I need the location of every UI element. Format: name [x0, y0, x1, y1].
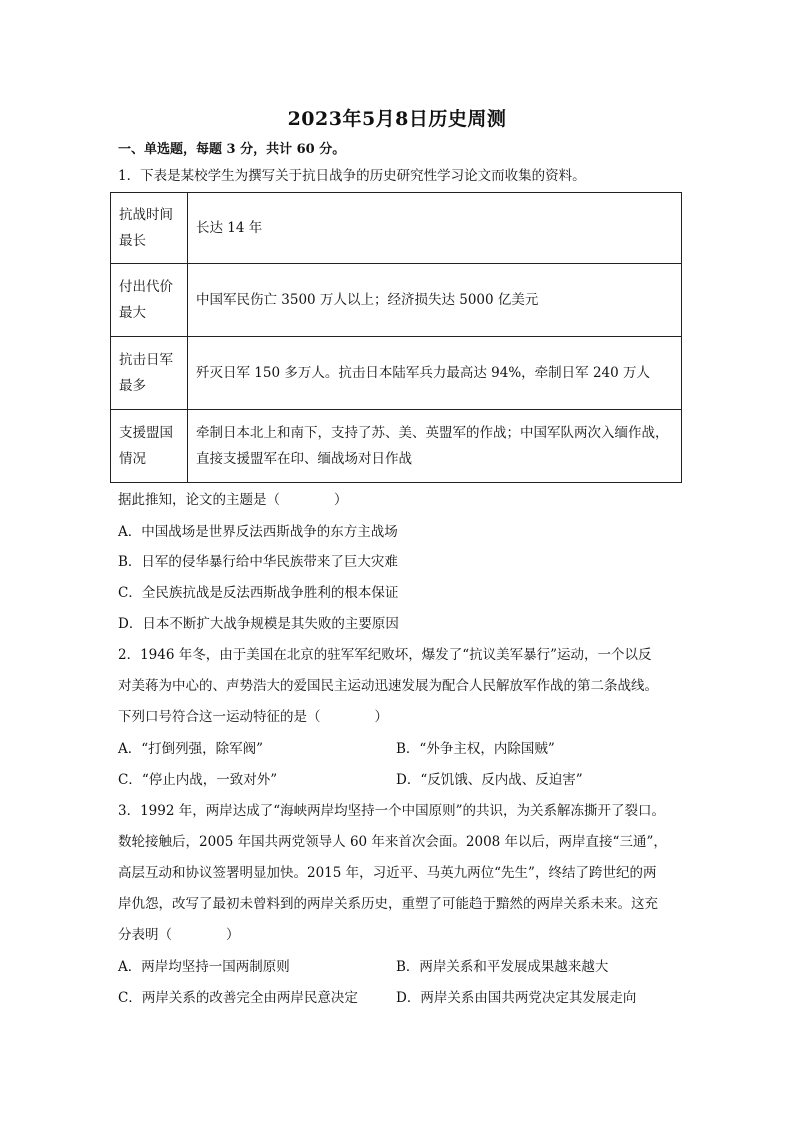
table-value-cell: [188, 193, 682, 264]
q1-option-c[interactable]: C．全民族抗战是反法西斯战争胜利的根本保证: [118, 585, 399, 601]
q3-option-c[interactable]: C．两岸关系的改善完全由两岸民意决定: [118, 990, 358, 1006]
key-line: 付出代价: [119, 279, 173, 295]
key-line: 抗战时间: [119, 207, 173, 223]
table-row: [111, 337, 682, 410]
q3-option-b[interactable]: B．两岸关系和平发展成果越来越大: [396, 959, 609, 975]
q2-option-d[interactable]: D．“反饥饿、反内战、反迫害”: [396, 772, 583, 788]
q3-option-a[interactable]: A．两岸均坚持一国两制原则: [118, 959, 290, 975]
section-heading: 一、单选题，每题 3 分，共计 60 分。: [118, 142, 346, 157]
q2-line-1: 2．1946 年冬，由于美国在北京的驻军军纪败坏，爆发了“抗议美军暴行”运动，一个以反: [118, 647, 652, 663]
q3-line-4: 岸仇怨，改写了最初未曾料到的两岸关系历史，重塑了可能趋于黯然的两岸关系未来。这充: [118, 896, 658, 912]
q1-table: [110, 192, 682, 483]
page-title: 2023年5月8日历史周测: [287, 108, 507, 130]
q1-option-a[interactable]: A．中国战场是世界反法西斯战争的东方主战场: [118, 524, 398, 540]
table-value-cell: [188, 337, 682, 410]
value-line: 中国军民伤亡 3500 万人以上；经济损失达 5000 亿美元: [196, 292, 539, 308]
table-value-cell: [188, 410, 682, 483]
key-line: 最长: [119, 233, 146, 249]
value-line: 直接支援盟军在印、缅战场对日作战: [196, 451, 412, 467]
q1-option-b[interactable]: B．日军的侵华暴行给中华民族带来了巨大灾难: [118, 554, 398, 570]
table-row: [111, 264, 682, 337]
table-key-cell: [111, 264, 188, 337]
q3-line-5: 分表明（ ）: [118, 927, 240, 943]
key-line: 最多: [119, 378, 146, 394]
q1-ask: 据此推知，论文的主题是（ ）: [118, 492, 348, 508]
q2-option-c[interactable]: C．“停止内战，一致对外”: [118, 772, 278, 788]
key-line: 抗击日军: [119, 352, 173, 368]
table-key-cell: [111, 337, 188, 410]
value-line: 牵制日本北上和南下，支持了苏、美、英盟军的作战；中国军队两次入缅作战，: [196, 425, 669, 441]
q2-option-a[interactable]: A．“打倒列强，除军阀”: [118, 741, 264, 757]
q2-option-b[interactable]: B．“外争主权，内除国贼”: [396, 741, 555, 757]
value-line: 歼灭日军 150 多万人。抗击日本陆军兵力最高达 94%，牵制日军 240 万人: [196, 365, 650, 381]
table-key-cell: [111, 410, 188, 483]
q3-line-1: 3．1992 年，两岸达成了“海峡两岸均坚持一个中国原则”的共识，为关系解冻撕开了裂口。: [118, 803, 666, 819]
key-line: 最大: [119, 305, 146, 321]
key-line: 支援盟国: [119, 425, 173, 441]
q2-line-3: 下列口号符合这一运动特征的是（ ）: [118, 709, 388, 725]
table-row: [111, 193, 682, 264]
table-value-cell: [188, 264, 682, 337]
q2-line-2: 对美蒋为中心的、声势浩大的爱国民主运动迅速发展为配合人民解放军作战的第二条战线。: [118, 678, 658, 694]
q3-line-3: 高层互动和协议签署明显加快。2015 年，习近平、马英九两位“先生”，终结了跨世纪的两: [118, 865, 657, 881]
q3-line-2: 数轮接触后，2005 年国共两党领导人 60 年来首次会面。2008 年以后，两岸直接“三通”，: [118, 834, 667, 850]
q1-option-d[interactable]: D．日本不断扩大战争规模是其失败的主要原因: [118, 616, 399, 632]
table-row: [111, 410, 682, 483]
q1-stem: 1．下表是某校学生为撰写关于抗日战争的历史研究性学习论文而收集的资料。: [118, 168, 586, 184]
value-line: 长达 14 年: [196, 220, 263, 236]
table-key-cell: [111, 193, 188, 264]
key-line: 情况: [119, 451, 146, 467]
q3-option-d[interactable]: D．两岸关系由国共两党决定其发展走向: [396, 990, 637, 1006]
